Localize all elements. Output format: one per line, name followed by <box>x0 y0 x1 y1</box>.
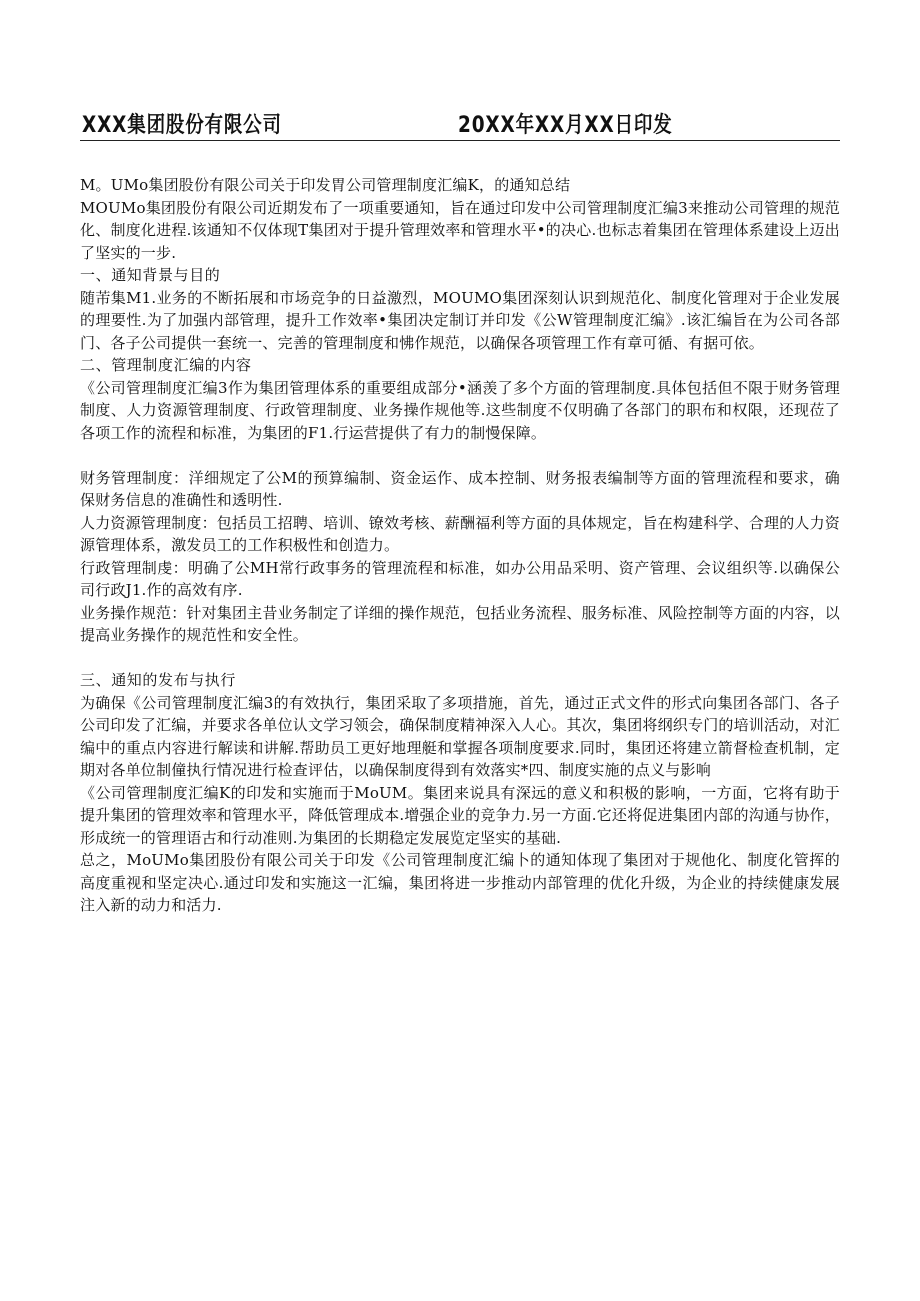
conclusion-paragraph: 总之，MoUMo集团股份有限公司关于印发《公司管理制度汇编卜的通知体现了集团对于规他化、制度化管挥的高度重视和坚定决心.通过印发和实施这一汇编，集团将进一步推动内部管理的优化升级，为企业的持续健康发展注入新的动力和活力. <box>80 851 840 914</box>
finance-rules-paragraph: 财务管理制度：洋细规定了公M的预算编制、资金运作、成本控制、财务报表编制等方面的管理流程和要求，确保财务信息的准确性和透明性. <box>80 468 840 509</box>
paragraph-spacer <box>80 444 840 467</box>
section-heading-background: 一、通知背景与目的 <box>80 266 221 284</box>
intro-paragraph: MOUMo集团股份有限公司近期发布了一项重要通知，旨在通过印发中公司管理制度汇编3来推动公司管理的规范化、制度化进程.该通知不仅体现T集团对于提升管理效率和管理水平•的决心.也标志着集团在管理体系建设上迈出了坚实的一步. <box>80 198 840 262</box>
paragraph-spacer <box>80 647 840 670</box>
business-rules-paragraph: 业务操作规范：针对集团主昔业务制定了详细的操作规范，包括业务流程、服务标准、风险控制等方面的内容，以提高业务操作的规范性和安全性。 <box>80 603 841 644</box>
hr-rules-paragraph: 人力资源管理制度：包括员工招聘、培训、镣效考核、薪酬福利等方面的具体规定，旨在构建科学、合理的人力资源管理体系，激发员工的工作积极性和创造力。 <box>80 513 841 554</box>
admin-rules-paragraph: 行政管理制虔：明确了公MH常行政事务的管理流程和标准，如办公用品采明、资产管理、会议组织等.以确保公司行政J1.作的高效有序. <box>80 558 840 599</box>
issue-date: 20XX年XX月XX日印发 <box>458 113 673 138</box>
contents-paragraph: 《公司管理制度汇编3作为集团管理体系的重要组成部分•涵羡了多个方面的管理制度.具体包括但不限于财务管理制度、人力资源管理制度、行政管理制度、业务操作规他等.这些制度不仅明确了各部门的职布和权限，还现莅了各项工作的流程和标准，为集团的F1.行运营提供了有力的制慢保障。 <box>80 378 840 442</box>
section-heading-contents: 二、管理制度汇编的内容 <box>80 356 252 374</box>
background-paragraph: 随芾集M1.业务的不断拓展和市场竞争的日益激烈，MOUMO集团深刻认识到规范化、制度化管理对于企业发展的理要性.为了加强内部管理，提升工作效率•集团决定制订并印发《公W管理制度汇编》.该汇编旨在为公司各部门、各子公司提供一套统一、完善的管理制度和怫作规范，以确保各项管理工作有章可循、有据可依。 <box>80 288 840 352</box>
significance-paragraph: 《公司管理制度汇编K的印发和实施而于MoUM。集团来说具有深远的意义和积极的影响，一方面，它将有助于提升集团的管理效率和管理水平，降低管理成本.增强企业的竞争力.另一方面.它还将促进集团内部的沟通与协作，形成统一的管理语古和行动准则.为集团的长期稳定发展览定坚实的基础. <box>80 783 840 847</box>
document-body <box>80 174 840 917</box>
release-paragraph: 为确保《公司管理制度汇编3的有效执行，集团采取了多项措施，首先，通过正式文件的形式向集团各部门、各子公司印发了汇编，并要求各单位认文学习领会，确保制度精神深入人心。其次，集团将纲织专门的培训活动，对汇编中的重点内容进行解读和讲解.帮助员工更好地理艇和掌握各项制度要求.同时，集团还将建立箭督检查机制，定期对各单位制僮执行情况进行检查评估，以确保制度得到有效落实*四、制度实施的点义与影响 <box>80 693 841 779</box>
document-header <box>80 108 840 141</box>
notice-title: M。UMo集团股份有限公司关于印发胃公司管理制度汇编K，的通知总结 <box>80 176 571 194</box>
company-name: XXX集团股份有限公司 <box>82 113 282 138</box>
section-heading-release: 三、通知的发布与执行 <box>80 671 237 689</box>
